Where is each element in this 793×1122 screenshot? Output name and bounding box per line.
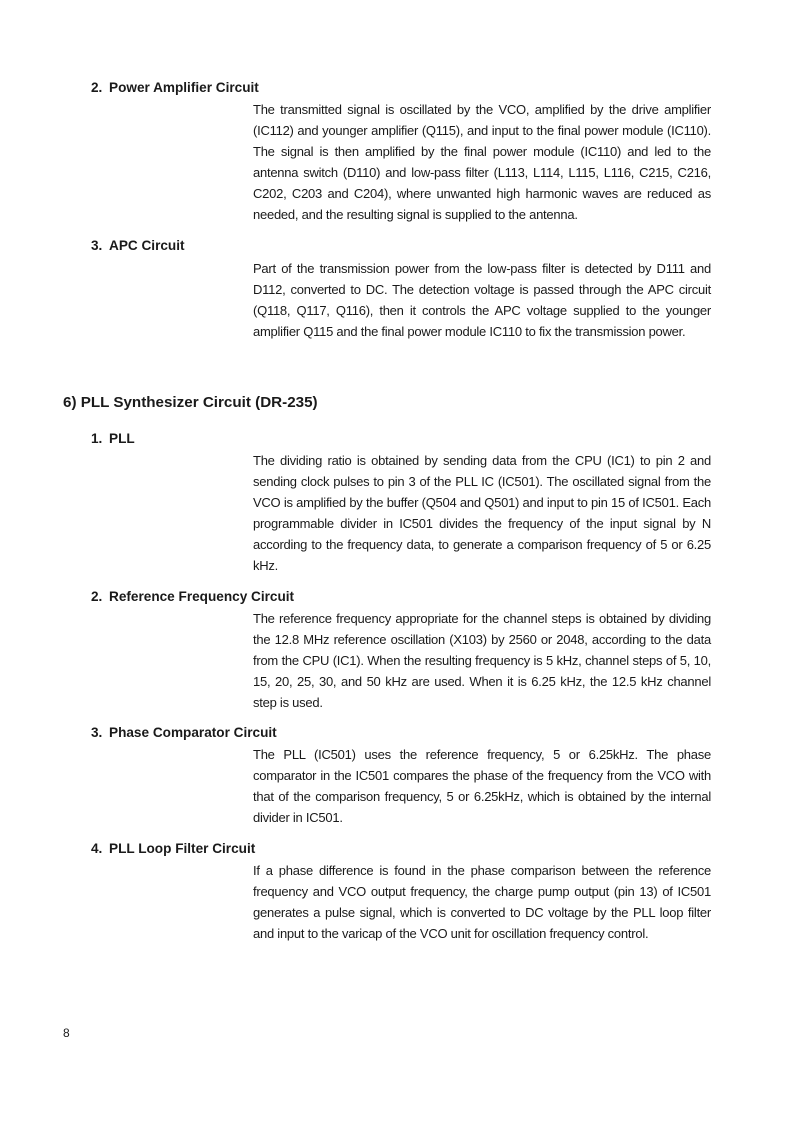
paragraph-phase-comparator: The PLL (IC501) uses the reference frequency, 5 or 6.25kHz. The phase comparator in the IC501 compares the phase of the frequency from the VCO with that of the comparison frequency, 5 or 6.25kHz, which is obtained by the internal divider in IC501. xyxy=(253,747,711,825)
heading-phase-comparator: 3. Phase Comparator Circuit xyxy=(91,725,277,740)
heading-pll: 1. PLL xyxy=(91,431,135,446)
heading-pll-loop-filter: 4. PLL Loop Filter Circuit xyxy=(91,841,256,856)
paragraph-apc-circuit: Part of the transmission power from the low-pass filter is detected by D111 and D112, converted to DC. The detection voltage is passed through the APC circuit (Q118, Q117, Q116), then it controls the APC voltage supplied to the younger amplifier Q115 and the final power module IC110 to fix the transmission power. xyxy=(253,261,711,339)
heading-apc-circuit: 3. APC Circuit xyxy=(91,238,185,253)
page-number: 8 xyxy=(63,1026,70,1040)
section-title-pll-synthesizer: 6) PLL Synthesizer Circuit (DR-235) xyxy=(63,394,318,411)
heading-reference-frequency: 2. Reference Frequency Circuit xyxy=(91,589,295,604)
paragraph-pll-loop-filter: If a phase difference is found in the phase comparison between the reference frequency and VCO output frequency, the charge pump output (pin 13) of IC501 generates a pulse signal, which is converted to DC voltage by the PLL loop filter and input to the varicap of the VCO unit for oscillation frequency control. xyxy=(253,863,711,941)
paragraph-power-amplifier: The transmitted signal is oscillated by the VCO, amplified by the drive amplifier (IC112) and younger amplifier (Q115), and input to the final power module (IC110). The signal is then amplified by the final power module (IC110) and led to the antenna switch (D110) and low-pass filter (L113, L114, L115, L116, C215, C216, C202, C203 and C204), where unwanted high harmonic waves are reduced as needed, and the resulting signal is supplied to the antenna. xyxy=(253,102,711,222)
paragraph-reference-frequency: The reference frequency appropriate for the channel steps is obtained by dividing the 12.8 MHz reference oscillation (X103) by 2560 or 2048, according to the data from the CPU (IC1). When the resulting frequency is 5 kHz, channel steps of 5, 10, 15, 20, 25, 30, and 50 kHz are used. When it is 6.25 kHz, the 12.5 kHz channel step is used. xyxy=(253,611,711,710)
heading-power-amplifier: 2. Power Amplifier Circuit xyxy=(91,80,259,95)
paragraph-pll: The dividing ratio is obtained by sending data from the CPU (IC1) to pin 2 and sending clock pulses to pin 3 of the PLL IC (IC501). The oscillated signal from the VCO is amplified by the buffer (Q504 and Q501) and input to pin 15 of IC501. Each programmable divider in IC501 divides the frequency of the input signal by N according to the frequency data, to generate a comparison frequency of 5 or 6.25 kHz. xyxy=(253,453,711,573)
